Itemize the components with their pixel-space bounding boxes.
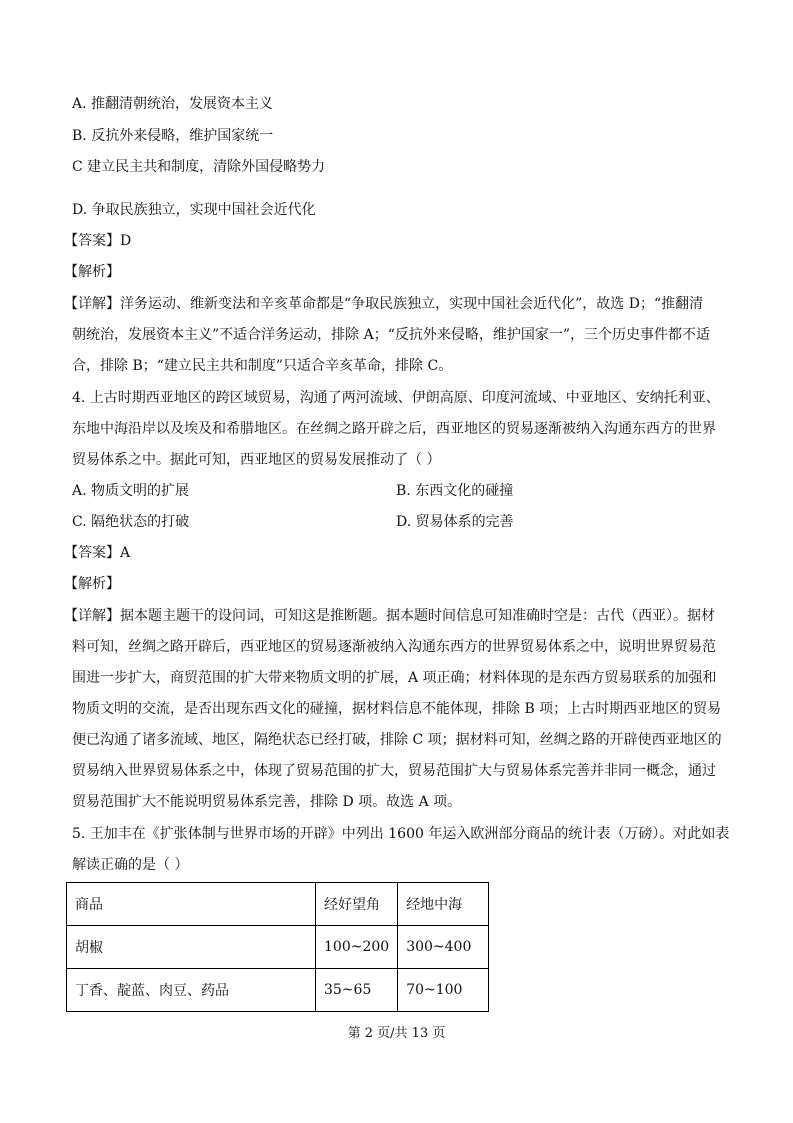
table-cell: 35~65 — [316, 969, 398, 1012]
table-cell: 100~200 — [316, 926, 398, 969]
q4-detail-line: 便已沟通了诸多流域、地区，隔绝状态已经打破，排除 C 项；据材料可知，丝绸之路的开辟使西亚地区的 — [72, 732, 722, 748]
q4-stem-line: 4. 上古时期西亚地区的跨区域贸易，沟通了两河流域、伊朗高原、印度河流域、中亚地区、安纳托利亚、 — [72, 390, 720, 406]
q5-stem-line: 解读正确的是（ ） — [72, 857, 189, 873]
q4-stem-line: 贸易体系之中。据此可知，西亚地区的贸易发展推动了（ ） — [72, 452, 441, 468]
q4-detail-line: 物质文明的交流，是否出现东西文化的碰撞，据材料信息不能体现，排除 B 项；上古时期西亚地区的贸易 — [72, 701, 722, 717]
table-cell: 70~100 — [398, 969, 489, 1012]
q4-detail-line: 料可知，丝绸之路开辟后，西亚地区的贸易逐渐被纳入沟通东西方的世界贸易体系之中，说明世界贸易范 — [72, 639, 716, 655]
q4-detail-line: 贸易范围扩大不能说明贸易体系完善，排除 D 项。故选 A 项。 — [72, 794, 462, 810]
q3-detail-line: 【详解】洋务运动、维新变法和辛亥革命都是“争取民族独立，实现中国社会近代化”，故选 D；“推翻清 — [64, 296, 704, 312]
q5-table — [66, 882, 489, 1012]
q4-option-b: B. 东西文化的碰撞 — [396, 483, 514, 499]
q3-option-a: A. 推翻清朝统治，发展资本主义 — [72, 96, 274, 112]
q4-detail-line: 【详解】据本题主题干的设问词，可知这是推断题。据本题时间信息可知准确时空是：古代（西亚）。据材 — [64, 608, 715, 624]
q4-detail-line: 贸易纳入世界贸易体系之中，体现了贸易范围的扩大，贸易范围扩大与贸易体系完善并非同一概念，通过 — [72, 763, 716, 779]
q4-option-c: C. 隔绝状态的打破 — [72, 514, 190, 530]
page-footer: 第 2 页/共 13 页 — [347, 1026, 446, 1041]
q4-detail-line: 围进一步扩大，商贸范围的扩大带来物质文明的扩展，A 项正确；材料体现的是东西方贸易联系的加强和 — [72, 670, 717, 686]
q4-option-d: D. 贸易体系的完善 — [396, 514, 514, 530]
q4-analysis-tag: 【解析】 — [64, 576, 120, 592]
q4-stem-line: 东地中海沿岸以及埃及和希腊地区。在丝绸之路开辟之后，西亚地区的贸易逐渐被纳入沟通东西方的世界 — [72, 421, 716, 437]
q3-detail-line: 合，排除 B；“建立民主共和制度”只适合辛亥革命，排除 C。 — [72, 358, 453, 374]
table-header-row — [67, 883, 489, 926]
table-cell: 胡椒 — [67, 926, 316, 969]
table-row — [67, 969, 489, 1012]
q3-option-b: B. 反抗外来侵略，维护国家统一 — [72, 128, 274, 144]
table-row — [67, 926, 489, 969]
table-header-cell: 商品 — [67, 883, 316, 926]
q3-analysis-tag: 【解析】 — [64, 264, 120, 280]
table-cell: 300~400 — [398, 926, 489, 969]
q3-detail-line: 朝统治，发展资本主义”不适合洋务运动，排除 A；“反抗外来侵略，维护国家一”，三个历史事件都不适 — [72, 327, 711, 343]
table-header-cell: 经好望角 — [316, 883, 398, 926]
table-header-cell: 经地中海 — [398, 883, 489, 926]
q3-answer: 【答案】D — [64, 233, 132, 249]
q5-stem-line: 5. 王加丰在《扩张体制与世界市场的开辟》中列出 1600 年运入欧洲部分商品的统计表（万磅）。对此如表 — [72, 826, 730, 842]
table-cell: 丁香、靛蓝、肉豆、药品 — [67, 969, 316, 1012]
q4-option-a: A. 物质文明的扩展 — [72, 483, 190, 499]
q4-answer: 【答案】A — [64, 545, 131, 561]
q3-option-d: D. 争取民族独立，实现中国社会近代化 — [72, 202, 316, 218]
q3-option-c: C 建立民主共和制度，清除外国侵略势力 — [72, 159, 326, 175]
